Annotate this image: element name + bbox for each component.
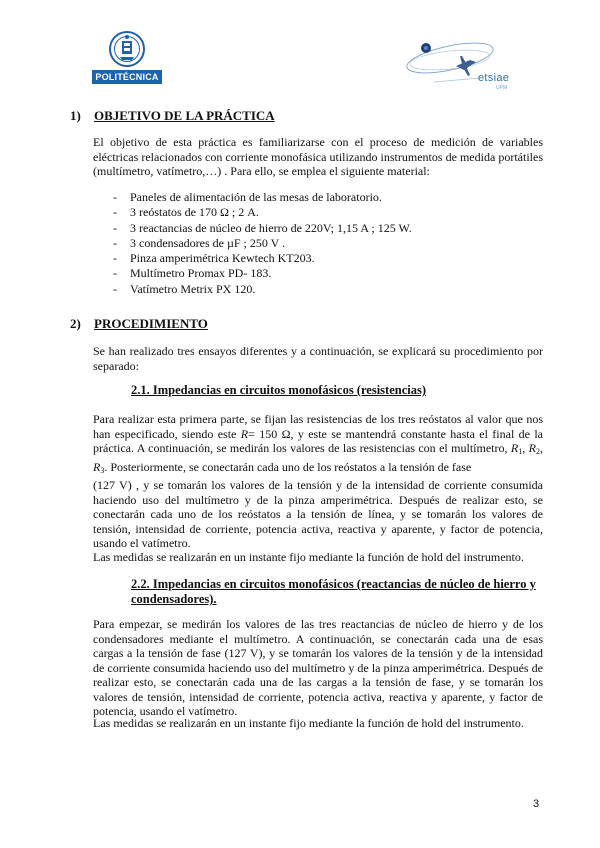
materials-list-item [113, 251, 533, 266]
section-2-intro: Se han realizado tres ensayos diferentes y a continuación, se explicará su procedimiento por separado: [93, 344, 543, 373]
materials-list-item [113, 190, 533, 205]
page-number: 3 [533, 798, 540, 810]
subsection-2-1-paragraph-1: Para realizar esta primera parte, se fijan las resistencias de los tres reóstatos al valor que nos han especificado, siendo este R= 150 Ω, y este se mantendrá constante hasta el final de la práctica. A continuación, se medirán los valores de las resistencias con el multímetro, $R_1$, $R_2$, $R_3$. Posteriormente, se conectarán cada uno de los reóstatos a la tensión de fase [93, 412, 544, 475]
list-bullet: - [113, 220, 117, 235]
subsection-2-2-paragraph-2: Las medidas se realizarán en un instante fijo mediante la función de hold del instrumento. [93, 716, 524, 730]
subsection-2-1-paragraph-2: (127 V) , y se tomarán los valores de la tensión y de la intensidad de corriente consumida haciendo uso del multímetro y de la pinza amperimétrica. Después de realizar esto, se conectarán cada uno de los reóstatos a la tensión de línea, y se tomarán los valores de tensión, intensidad de corriente, potencia activa, reactiva y aparente, y factor de potencia, usando el vatímetro. [93, 478, 543, 550]
upm-crest-icon [108, 30, 146, 68]
list-bullet: - [113, 235, 117, 250]
materials-list-item [113, 221, 533, 236]
material-text: 3 condensadores de µF ; 250 V . [130, 235, 286, 250]
section-2-heading [70, 316, 208, 332]
material-text: Multímetro Promax PD- 183. [130, 266, 272, 281]
variable-r3: R [93, 459, 101, 474]
section-2-number: 2) [70, 316, 81, 331]
materials-list-item [113, 205, 533, 220]
section-1-title: OBJETIVO DE LA PRÁCTICA [94, 108, 275, 123]
list-bullet: - [113, 205, 117, 220]
materials-list-item [113, 282, 533, 297]
subsection-2-2-heading: 2.2. Impedancias en circuitos monofásicos (reactancias de núcleo de hierro y condensadores). [131, 577, 536, 606]
list-bullet: - [113, 251, 117, 266]
material-text: 3 reóstatos de 170 Ω ; 2 A. [130, 205, 259, 220]
list-bullet: - [113, 266, 117, 281]
text-run: . Posteriormente, se conectarán cada uno de los reóstatos a la tensión de fase [104, 459, 472, 474]
subscript-3: 3 [100, 465, 105, 475]
material-text: Paneles de alimentación de las mesas de laboratorio. [130, 190, 382, 204]
subsection-2-2-paragraph-1: Para empezar, se medirán los valores de las tres reactancias de núcleo de hierro y de los condensadores mediante el multímetro. A continuación, se conectarán cada una de esas cargas a la tensión de fase (127 V), y se tomarán los valores de la tensión y de la intensidad de corriente consumida haciendo uso del multímetro y de la pinza amperimétrica. Después de realizar esto, se conectarán cada una de las cargas a la tensión de fase, y se tomarán los valores de tensión, intensidad de corriente, potencia activa, reactiva y aparente, y factor de potencia, usando el vatímetro. [93, 617, 543, 718]
subscript-1: 1 [518, 447, 523, 456]
materials-list-item [113, 266, 533, 281]
subsection-2-1-paragraph-3: Las medidas se realizarán en un instante fijo mediante la función de hold del instrumento. [93, 550, 524, 564]
etsiae-logo-text: etsiae [478, 72, 510, 84]
section-1-heading [70, 108, 275, 124]
materials-list [113, 190, 533, 297]
subscript-2: 2 [536, 447, 541, 456]
upm-logo-text: POLITÉCNICA [92, 70, 162, 84]
text-run: = 150 Ω, y este se mantendrá constante hasta el final de la práctica. A continuación, se medirán los valores de las resistencias con el multímetro, [93, 426, 544, 455]
variable-r2: R [528, 441, 537, 455]
variable-r: R [240, 426, 249, 441]
list-bullet: - [113, 281, 117, 296]
section-1-intro: El objetivo de esta práctica es familiarizarse con el proceso de medición de variables eléctricas relacionados con corriente monofásica utilizando instrumentos de medida portátiles (multímetro, vatímetro,…) . Para ello, se emplea el siguiente material: [93, 135, 543, 178]
subsection-2-1-heading: 2.1. Impedancias en circuitos monofásicos (resistencias) [131, 383, 427, 397]
material-text: Pinza amperimétrica Kewtech KT203. [130, 251, 315, 266]
material-text: Vatímetro Metrix PX 120. [130, 281, 256, 296]
list-bullet: - [113, 190, 117, 204]
section-1-number: 1) [70, 108, 81, 123]
section-2-title: PROCEDIMIENTO [94, 316, 208, 331]
etsiae-logo [404, 36, 524, 94]
variable-r1: R [510, 441, 519, 455]
text-run: Para realizar esta primera parte, se fijan las resistencias de los tres reóstatos al valor que nos han especificado, siendo este [93, 412, 543, 441]
upm-logo [92, 30, 162, 88]
etsiae-logo-subtext: UPM [496, 85, 508, 91]
materials-list-item [113, 236, 533, 251]
material-text: 3 reactancias de núcleo de hierro de 220V; 1,15 A ; 125 W. [130, 220, 412, 235]
